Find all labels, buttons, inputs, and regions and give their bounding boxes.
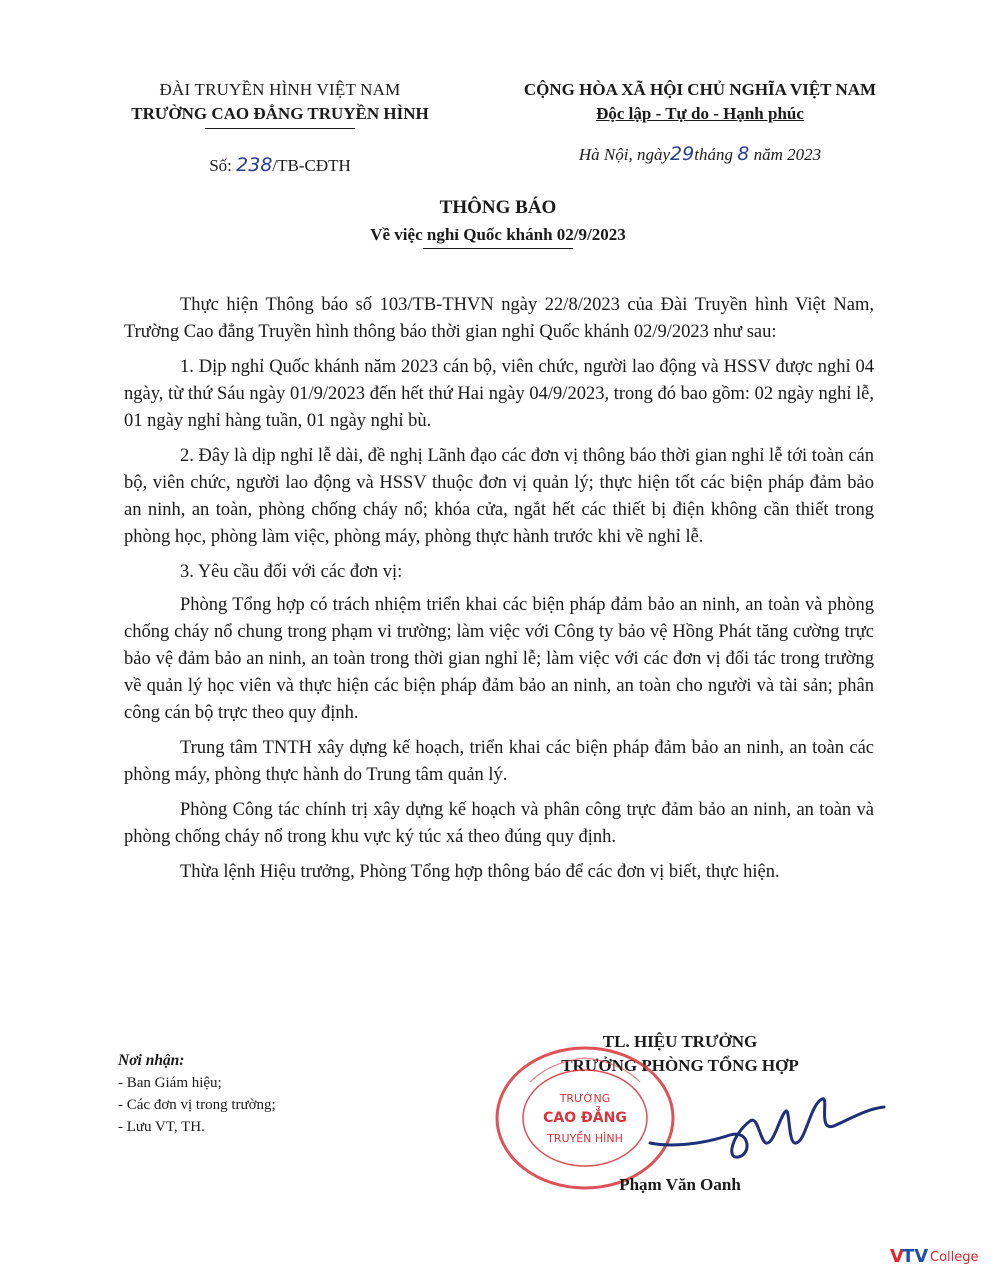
document-number-suffix: /TB-CĐTH bbox=[272, 156, 351, 175]
logo-college-text: College bbox=[930, 1250, 979, 1265]
paragraph-item-3-heading: 3. Yêu cầu đối với các đơn vị: bbox=[180, 562, 403, 582]
logo-v-text: V bbox=[890, 1246, 904, 1267]
subtitle-underline bbox=[423, 248, 573, 249]
paragraph-item-2: 2. Đây là dịp nghỉ lễ dài, đề nghị Lãnh đạo các đơn vị thông báo thời gian nghỉ lễ tới toàn cán bộ, viên chức, người lao động và HSSV thuộc đơn vị quản lý; thực hiện tốt các biện pháp đảm bảo an ninh, an toàn, phòng chống cháy nổ; khóa cửa, ngắt hết các thiết bị điện không cần thiết trong phòng học, phòng làm việc, phòng máy, phòng thực hành trước khi về nghỉ lễ. bbox=[124, 446, 874, 547]
date-part-place-day: Hà Nội, ngày bbox=[578, 145, 671, 164]
paragraph-closing: Thừa lệnh Hiệu trưởng, Phòng Tổng hợp thông báo để các đơn vị biết, thực hiện. bbox=[180, 862, 780, 882]
paragraph-general-affairs: Phòng Tổng hợp có trách nhiệm triển khai các biện pháp đảm bảo an ninh, an toàn và phòng chống cháy nổ chung trong phạm vi trường; làm việc với Công ty bảo vệ Hồng Phát tăng cường trực bảo vệ đảm bảo an ninh, an toàn trong thời gian nghỉ lễ; làm việc với các đơn vị đối tác trong trường về quản lý học viên và thực hiện các biện pháp đảm bảo an ninh, an toàn cho người và tài sản; phân công cán bộ trực theo quy định. bbox=[124, 595, 874, 723]
logo-tv-text: TV bbox=[902, 1246, 929, 1267]
school-name-underline bbox=[205, 128, 355, 129]
national-motto: Độc lập - Tự do - Hạnh phúc bbox=[596, 104, 804, 123]
school-name: TRƯỜNG CAO ĐẲNG TRUYỀN HÌNH bbox=[131, 104, 429, 123]
stamp-center-line3: TRUYỀN HÌNH bbox=[547, 1132, 623, 1145]
national-header-block bbox=[480, 78, 920, 167]
vtv-college-logo bbox=[888, 1240, 988, 1270]
paragraph-tnth-center: Trung tâm TNTH xây dựng kế hoạch, triển khai các biện pháp đảm bảo an ninh, an toàn các phòng máy, phòng thực hành do Trung tâm quản lý. bbox=[124, 738, 874, 785]
recipients-label: Nơi nhận: bbox=[118, 1052, 185, 1069]
stamp-center-line2: CAO ĐẲNG bbox=[543, 1110, 627, 1126]
handwritten-signature bbox=[640, 1085, 890, 1165]
document-body bbox=[124, 292, 874, 894]
date-part-year: năm 2023 bbox=[753, 145, 822, 164]
parent-organization: ĐÀI TRUYỀN HÌNH VIỆT NAM bbox=[159, 80, 401, 99]
document-title-block bbox=[0, 194, 996, 249]
recipients-block bbox=[118, 1050, 448, 1138]
signer-name: Phạm Văn Oanh bbox=[619, 1175, 741, 1194]
date-part-month: tháng bbox=[694, 145, 733, 164]
paragraph-item-1: 1. Dịp nghỉ Quốc khánh năm 2023 cán bộ, viên chức, người lao động và HSSV được nghỉ 04 ngày, từ thứ Sáu ngày 01/9/2023 đến hết thứ Hai ngày 04/9/2023, trong đó bao gồm: 02 ngày nghỉ lễ, 01 ngày nghỉ hàng tuần, 01 ngày nghỉ bù. bbox=[124, 357, 874, 431]
document-number-handwritten: 238 bbox=[236, 154, 273, 176]
signer-position-line1: TL. HIỆU TRƯỞNG bbox=[602, 1032, 758, 1051]
recipient-item: - Ban Giám hiệu; bbox=[118, 1075, 222, 1091]
document-number-prefix: Số: bbox=[209, 156, 237, 175]
paragraph-intro: Thực hiện Thông báo số 103/TB-THVN ngày 22/8/2023 của Đài Truyền hình Việt Nam, Trường Cao đẳng Truyền hình thông báo thời gian nghỉ Quốc khánh 02/9/2023 như sau: bbox=[124, 295, 874, 342]
issuing-authority-block bbox=[80, 78, 480, 178]
national-title: CỘNG HÒA XÃ HỘI CHỦ NGHĨA VIỆT NAM bbox=[523, 80, 877, 99]
signer-position-line2: TRƯỞNG PHÒNG TỔNG HỢP bbox=[561, 1056, 799, 1075]
date-month-handwritten: 8 bbox=[737, 143, 750, 165]
document-title: THÔNG BÁO bbox=[439, 197, 557, 218]
document-number bbox=[80, 153, 480, 178]
recipient-item: - Lưu VT, TH. bbox=[118, 1119, 205, 1135]
document-date bbox=[480, 142, 920, 167]
paragraph-political-affairs: Phòng Công tác chính trị xây dựng kế hoạch và phân công trực đảm bảo an ninh, an toàn và phòng chống cháy nổ trong khu vực ký túc xá theo đúng quy định. bbox=[124, 800, 874, 847]
document-subtitle: Về việc nghỉ Quốc khánh 02/9/2023 bbox=[370, 225, 626, 244]
stamp-center-line1: TRƯỜNG bbox=[559, 1092, 611, 1105]
date-day-handwritten: 29 bbox=[670, 143, 695, 165]
recipient-item: - Các đơn vị trong trường; bbox=[118, 1097, 276, 1113]
